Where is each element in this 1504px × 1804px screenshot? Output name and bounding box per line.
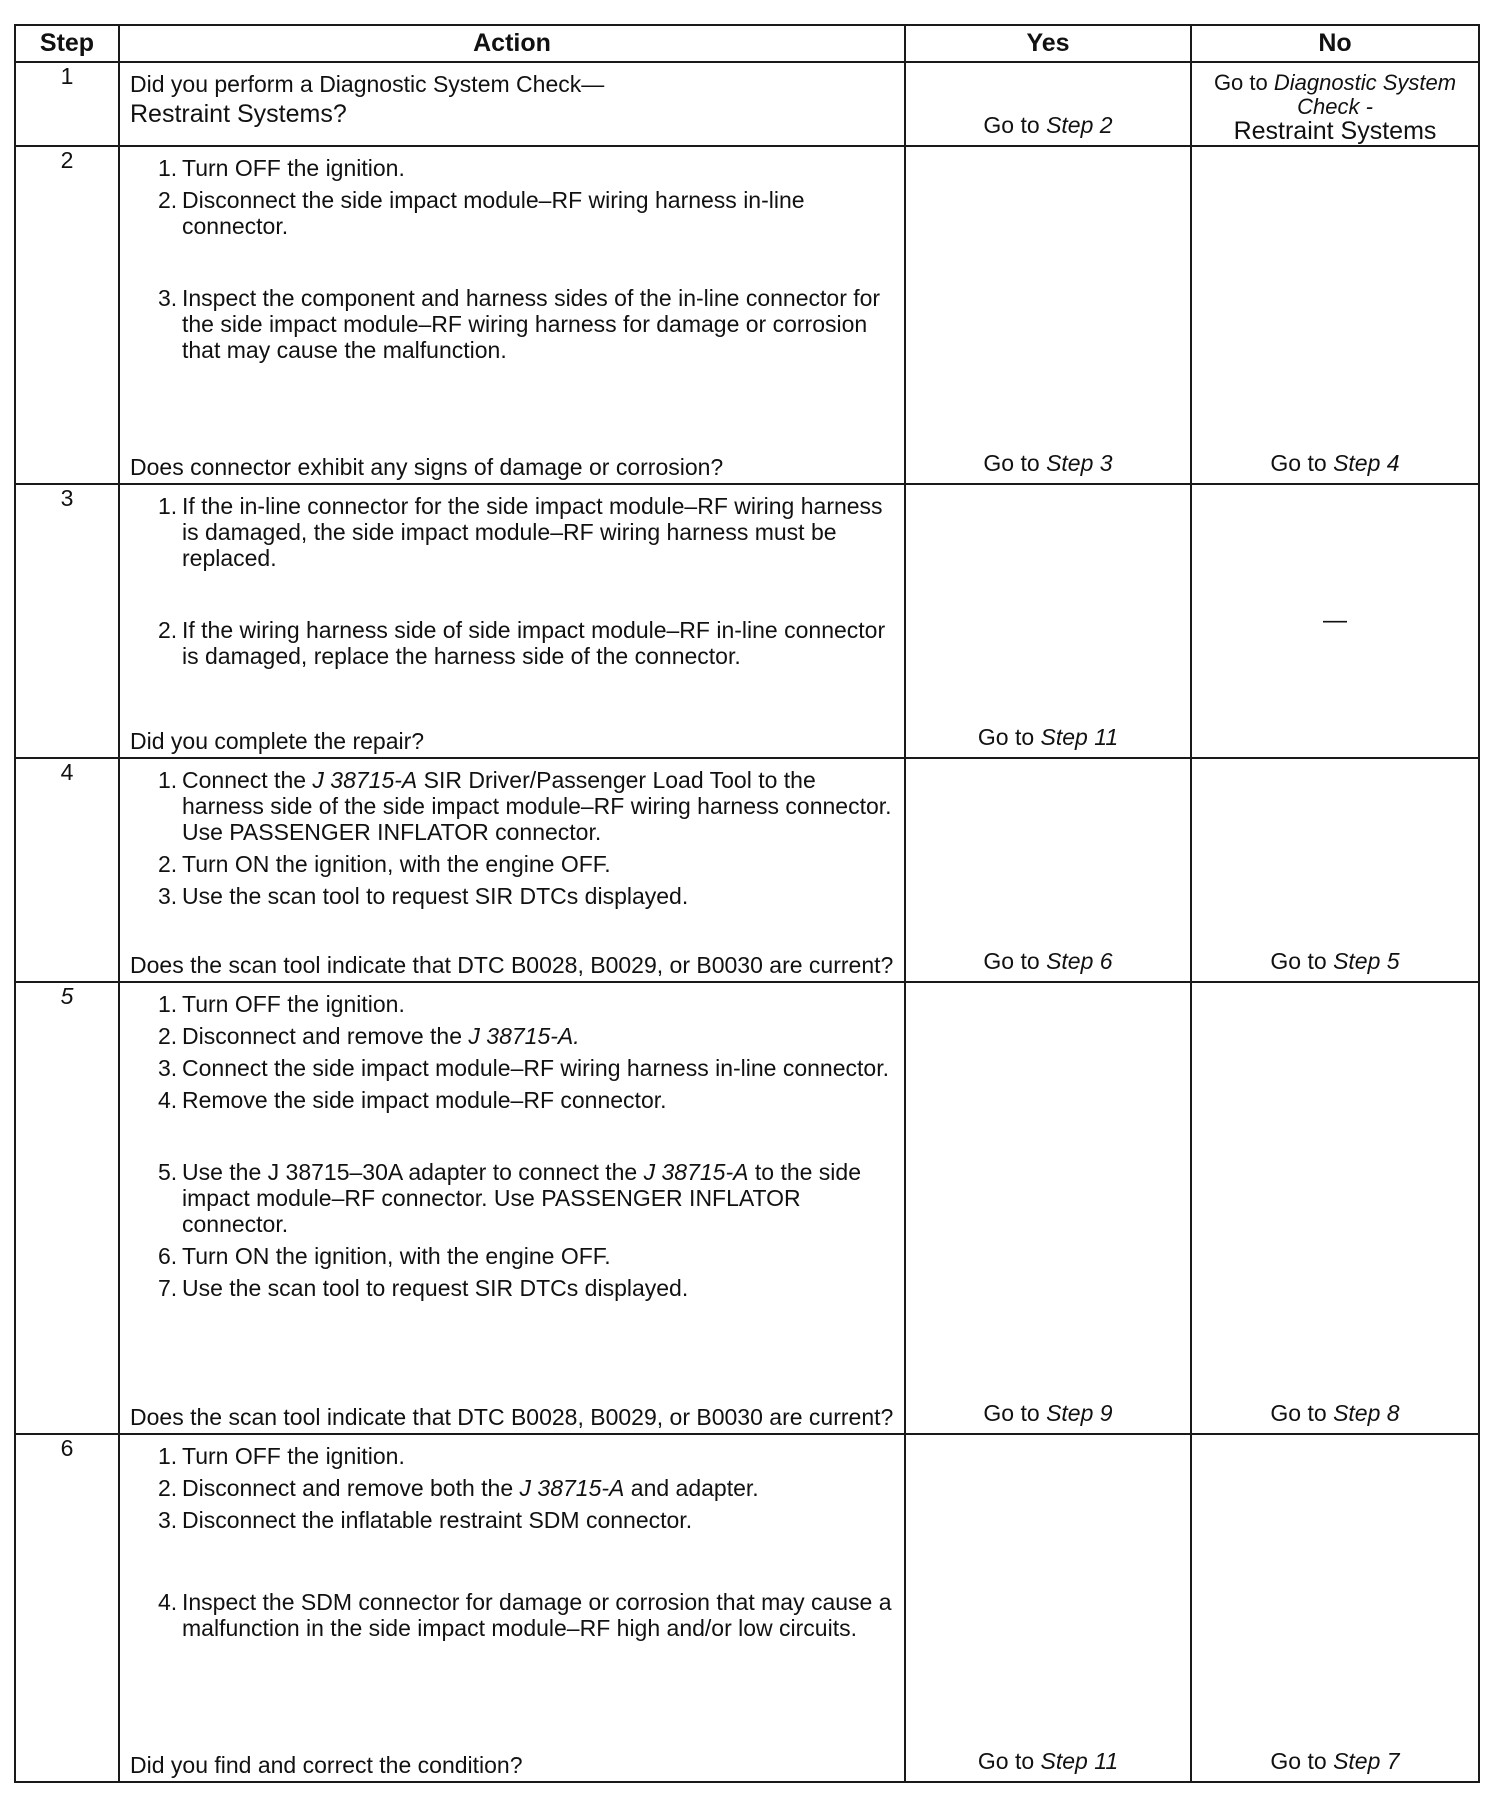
- yes-cell: [905, 1434, 1191, 1782]
- action-cell: [119, 758, 905, 982]
- list-item: 2. Turn ON the ignition, with the engine OFF.: [158, 851, 611, 877]
- list-item: 1. Turn OFF the ignition.: [158, 991, 405, 1017]
- list-item: 2. If the wiring harness side of side impact module–RF in-line connector is damaged, replace the harness side of the connector.: [158, 617, 886, 669]
- list-item: 6. Turn ON the ignition, with the engine OFF.: [158, 1243, 611, 1269]
- header-yes: Yes: [905, 25, 1191, 62]
- list-item: 3. Disconnect the inflatable restraint SDM connector.: [158, 1507, 693, 1533]
- procedure-link[interactable]: Restraint Systems: [1233, 117, 1437, 145]
- list-item: 2. Disconnect the side impact module–RF wiring harness in-line connector.: [158, 187, 805, 239]
- step-number: 4: [15, 758, 119, 982]
- action-text: [120, 63, 904, 127]
- action-cell: [119, 484, 905, 758]
- yes-cell: [905, 484, 1191, 758]
- step-link[interactable]: Step 8: [1333, 1400, 1400, 1426]
- no-outcome[interactable]: Go to Step 5: [1270, 948, 1400, 974]
- step-link[interactable]: Step 9: [1046, 1400, 1113, 1426]
- action-list: [120, 1435, 904, 1641]
- step-link[interactable]: Step 11: [1040, 724, 1119, 750]
- step-link[interactable]: Step 2: [1046, 112, 1113, 138]
- tool-reference: J 38715-A: [312, 767, 418, 793]
- action-line: Restraint Systems?: [130, 100, 347, 128]
- step-link[interactable]: Step 3: [1046, 450, 1113, 476]
- tool-reference: J 38715-A: [519, 1475, 625, 1501]
- no-cell: [1191, 982, 1479, 1434]
- step-link[interactable]: Step 6: [1046, 948, 1113, 974]
- table-row: [15, 146, 1479, 484]
- yes-outcome[interactable]: Go to Step 3: [983, 450, 1113, 476]
- no-outcome-none: —: [1323, 607, 1347, 634]
- yes-cell: [905, 758, 1191, 982]
- list-item: 5. Use the J 38715–30A adapter to connect the J 38715-A to the side impact module–RF connector. Use PASSENGER INFLATOR connector.: [158, 1159, 862, 1237]
- action-cell: [119, 146, 905, 484]
- table-row: [15, 484, 1479, 758]
- header-action: Action: [119, 25, 905, 62]
- no-cell: [1191, 1434, 1479, 1782]
- step-number: 2: [15, 146, 119, 484]
- action-list: [120, 147, 904, 363]
- table-row: [15, 982, 1479, 1434]
- action-cell: [119, 62, 905, 146]
- step-link[interactable]: Step 5: [1333, 948, 1400, 974]
- no-outcome[interactable]: Go to Step 7: [1270, 1748, 1400, 1774]
- list-item: 1. Turn OFF the ignition.: [158, 1443, 405, 1469]
- action-cell: [119, 1434, 905, 1782]
- step-link[interactable]: Step 4: [1333, 450, 1400, 476]
- tool-reference: J 38715-A.: [468, 1023, 580, 1049]
- action-cell: [119, 982, 905, 1434]
- tool-reference: J 38715-A: [643, 1159, 749, 1185]
- list-item: 7. Use the scan tool to request SIR DTCs displayed.: [158, 1275, 689, 1301]
- no-cell: [1191, 146, 1479, 484]
- yes-outcome[interactable]: [906, 112, 1190, 139]
- question-text: Did you find and correct the condition?: [130, 1752, 523, 1778]
- step-number: 3: [15, 484, 119, 758]
- no-outcome[interactable]: Go to Step 8: [1270, 1400, 1400, 1426]
- action-line: Did you perform a Diagnostic System Check—: [130, 71, 605, 97]
- step-link[interactable]: Step 7: [1333, 1748, 1400, 1774]
- yes-cell: [905, 982, 1191, 1434]
- goto-prefix: Go to: [1213, 70, 1268, 95]
- list-item: 1. If the in-line connector for the side impact module–RF wiring harness is damaged, the side impact module–RF wiring harness must be replaced.: [158, 493, 883, 571]
- yes-outcome[interactable]: Go to Step 9: [983, 1400, 1113, 1426]
- table-row: [15, 758, 1479, 982]
- yes-cell: [905, 62, 1191, 146]
- no-outcome[interactable]: [1192, 63, 1478, 143]
- step-number: 1: [15, 62, 119, 146]
- question-text: Did you complete the repair?: [130, 728, 425, 754]
- diagnostic-table: [14, 24, 1480, 1783]
- header-row: [15, 25, 1479, 62]
- list-item: 1. Turn OFF the ignition.: [158, 155, 405, 181]
- step-number: 6: [15, 1434, 119, 1782]
- action-list: [120, 983, 904, 1301]
- yes-outcome[interactable]: Go to Step 11: [977, 1748, 1119, 1774]
- question-text: Does the scan tool indicate that DTC B0028, B0029, or B0030 are current?: [130, 952, 894, 978]
- action-list: [120, 485, 904, 669]
- yes-outcome[interactable]: Go to Step 6: [983, 948, 1113, 974]
- no-cell: [1191, 758, 1479, 982]
- list-item: 2. Disconnect and remove the J 38715-A.: [158, 1023, 580, 1049]
- no-outcome[interactable]: Go to Step 4: [1270, 450, 1400, 476]
- table-row: [15, 62, 1479, 146]
- table-row: [15, 1434, 1479, 1782]
- no-cell: [1191, 62, 1479, 146]
- procedure-link[interactable]: Diagnostic System Check -: [1273, 70, 1457, 119]
- step-link[interactable]: Step 11: [1040, 1748, 1119, 1774]
- yes-outcome[interactable]: Go to Step 11: [977, 724, 1119, 750]
- no-cell: [1191, 484, 1479, 758]
- goto-prefix: Go to: [983, 112, 1040, 138]
- list-item: 3. Connect the side impact module–RF wiring harness in-line connector.: [158, 1055, 889, 1081]
- list-item: 4. Inspect the SDM connector for damage or corrosion that may cause a malfunction in the side impact module–RF high and/or low circuits.: [158, 1589, 892, 1641]
- list-item: 1. Connect the J 38715-A SIR Driver/Passenger Load Tool to the harness side of the side impact module–RF wiring harness connector. Use PASSENGER INFLATOR connector.: [158, 767, 892, 845]
- action-list: [120, 759, 904, 909]
- list-item: 3. Use the scan tool to request SIR DTCs displayed.: [158, 883, 689, 909]
- question-text: Does connector exhibit any signs of damage or corrosion?: [130, 454, 724, 480]
- list-item: 4. Remove the side impact module–RF connector.: [158, 1087, 667, 1113]
- step-number: 5: [15, 982, 119, 1434]
- header-no: No: [1191, 25, 1479, 62]
- yes-cell: [905, 146, 1191, 484]
- question-text: Does the scan tool indicate that DTC B0028, B0029, or B0030 are current?: [130, 1404, 894, 1430]
- list-item: 3. Inspect the component and harness sides of the in-line connector for the side impact module–RF wiring harness for damage or corrosion that may cause the malfunction.: [158, 285, 881, 363]
- list-item: 2. Disconnect and remove both the J 38715-A and adapter.: [158, 1475, 759, 1501]
- header-step: Step: [15, 25, 119, 62]
